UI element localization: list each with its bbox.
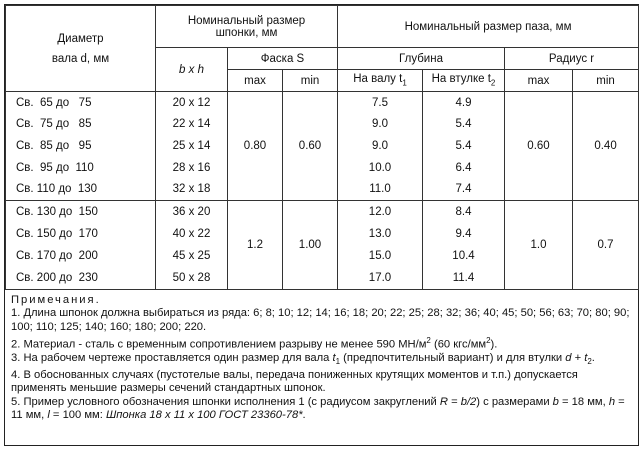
note-2-text-b: (60 кгс/мм (430, 338, 487, 351)
t2-value: 9.4 (455, 228, 472, 240)
diameter-header-line1: Диаметр (57, 32, 104, 45)
hub-depth-label: На втулке t (431, 73, 491, 86)
chamfer-header: Фаска S (228, 48, 338, 70)
groove-nominal-header: Номинальный размер паза, мм (338, 6, 639, 48)
note-5-designation: Шпонка 18 x 11 x 100 ГОСТ 23360-78* (105, 409, 303, 422)
hub-depth-header (423, 70, 505, 92)
shaft-depth-header (338, 70, 423, 92)
note-2-text: 2. Материал - сталь с временным сопротивлением разрыву не менее 590 МН/м (11, 338, 427, 351)
note-2 (11, 334, 632, 352)
notes-title: Примечания. (11, 294, 101, 306)
note-5-b: b (552, 395, 559, 408)
t2-value: 10.4 (452, 250, 475, 262)
diameter-value: Св. 170 до 200 (16, 250, 98, 262)
t1-value: 17.0 (368, 272, 392, 284)
chamfer-min-header: min (283, 70, 338, 92)
radius-max-cell: 1.0 (505, 201, 573, 290)
bxh-value: 22 x 14 (172, 118, 211, 131)
bxh-cell (156, 92, 228, 201)
shaft-depth-cell (338, 92, 423, 201)
note-3-t1: t (332, 352, 336, 365)
note-5-text-f: = 100 мм: (49, 409, 106, 422)
diameter-value: Св. 130 до 150 (16, 206, 98, 218)
note-5-l: l (47, 409, 50, 422)
radius-max-cell: 0.60 (505, 92, 573, 201)
key-dimensions-document (4, 4, 639, 446)
t1-value: 10.0 (368, 161, 392, 174)
depth-header: Глубина (338, 48, 505, 70)
key-nominal-header: Номинальный размер шпонки, мм (156, 6, 338, 48)
note-4: 4. В обоснованных случаях (пустотелые валы, передача пониженных крутящих моментов и т.п.) допускается применять меньшие размеры сечений стандартных шпонок. (11, 369, 578, 395)
bxh-value: 40 x 22 (172, 228, 211, 240)
bxh-value: 28 x 16 (172, 161, 211, 174)
bxh-value: 20 x 12 (172, 96, 211, 109)
t1-value: 12.0 (368, 206, 392, 218)
hub-depth-cell (423, 92, 505, 201)
note-2-sup: 2 (426, 336, 431, 346)
hub-depth-sub: 2 (490, 78, 496, 88)
radius-min-cell: 0.7 (573, 201, 639, 290)
t1-value: 7.5 (372, 96, 388, 109)
radius-max-header: max (505, 70, 573, 92)
bxh-value: 36 x 20 (172, 206, 211, 218)
t1-value: 9.0 (372, 118, 388, 131)
diameter-value: Св. 85 до 95 (16, 139, 92, 152)
note-5-bexpr: b/2 (460, 395, 477, 408)
diameter-value: Св. 110 до 130 (16, 183, 98, 196)
chamfer-min-cell: 0.60 (283, 92, 338, 201)
radius-header: Радиус r (505, 48, 639, 70)
radius-min-header: min (573, 70, 639, 92)
note-5-r: R (439, 395, 448, 408)
note-3-t2-sub: 2 (587, 357, 592, 367)
t1-value: 13.0 (368, 228, 392, 240)
diameter-value: Св. 65 до 75 (16, 96, 92, 109)
bxh-value: 25 x 14 (172, 139, 211, 152)
note-5-end: . (302, 409, 306, 422)
note-5-text-d: = 18 мм, (558, 395, 609, 408)
bxh-cell (156, 201, 228, 290)
note-5 (11, 396, 632, 423)
note-2-text-c: ). (490, 338, 498, 351)
table-row-group-1 (6, 92, 639, 201)
note-3-plus: + (571, 352, 585, 365)
chamfer-max-cell: 1.2 (228, 201, 283, 290)
note-5-eq: = (447, 395, 461, 408)
t2-value: 7.4 (455, 183, 472, 196)
shaft-depth-cell (338, 201, 423, 290)
note-3-text: 3. На рабочем чертеже проставляется один размер для вала (11, 352, 333, 365)
diameter-header (6, 6, 156, 92)
t2-value: 8.4 (455, 206, 472, 218)
shaft-depth-label: На валу t (353, 73, 403, 86)
t1-value: 11.0 (369, 183, 391, 196)
t2-value: 11.4 (452, 272, 475, 284)
diameter-cell (6, 92, 156, 201)
bxh-value: 45 x 25 (172, 250, 211, 262)
t1-value: 15.0 (368, 250, 392, 262)
bxh-header (156, 48, 228, 92)
t2-value: 6.4 (455, 161, 472, 174)
note-2-sup2: 2 (486, 336, 491, 346)
note-3-t1-sub: 1 (335, 357, 341, 367)
chamfer-max-cell: 0.80 (228, 92, 283, 201)
note-3-d: d (565, 352, 572, 365)
chamfer-max-header: max (228, 70, 283, 92)
note-3-t2: t (584, 352, 588, 365)
shaft-depth-sub: 1 (402, 78, 407, 88)
bxh-value: 32 x 18 (172, 183, 211, 196)
key-dimensions-table (5, 5, 639, 290)
table-row-group-2 (6, 201, 639, 290)
notes-section (5, 290, 638, 423)
t2-value: 4.9 (455, 96, 472, 109)
chamfer-min-cell: 1.00 (283, 201, 338, 290)
radius-min-cell: 0.40 (573, 92, 639, 201)
bxh-value: 50 x 28 (172, 272, 211, 284)
bxh-label: b x h (179, 63, 204, 76)
diameter-cell (6, 201, 156, 290)
note-1: 1. Длина шпонок должна выбираться из ряда: 6; 8; 10; 12; 14; 16; 18; 20; 22; 25; 28; 32; 36; 40; 45; 50; 56; 63; 70; 80; 90; 100; 110; 125; 140; 160; 180; 200; 220. (11, 307, 630, 333)
diameter-value: Св. 150 до 170 (16, 228, 98, 240)
note-5-h: h (608, 395, 616, 408)
note-3-text-b: (предпочтительный вариант) и для втулки (340, 352, 566, 365)
diameter-value: Св. 75 до 85 (16, 118, 92, 131)
diameter-value: Св. 200 до 230 (16, 272, 98, 284)
t2-value: 5.4 (455, 118, 472, 131)
note-5-text-c: ) с размерами (476, 395, 553, 408)
note-3-end: . (591, 352, 595, 365)
t1-value: 9.0 (372, 139, 388, 152)
hub-depth-cell (423, 201, 505, 290)
diameter-header-line2: вала d, мм (51, 52, 110, 65)
note-5-text: 5. Пример условного обозначения шпонки исполнения 1 (с радиусом закруглений (11, 395, 440, 408)
t2-value: 5.4 (455, 139, 472, 152)
diameter-value: Св. 95 до 110 (16, 161, 94, 174)
note-5-text-e: = 11 мм, (11, 395, 625, 422)
note-3 (11, 352, 632, 369)
